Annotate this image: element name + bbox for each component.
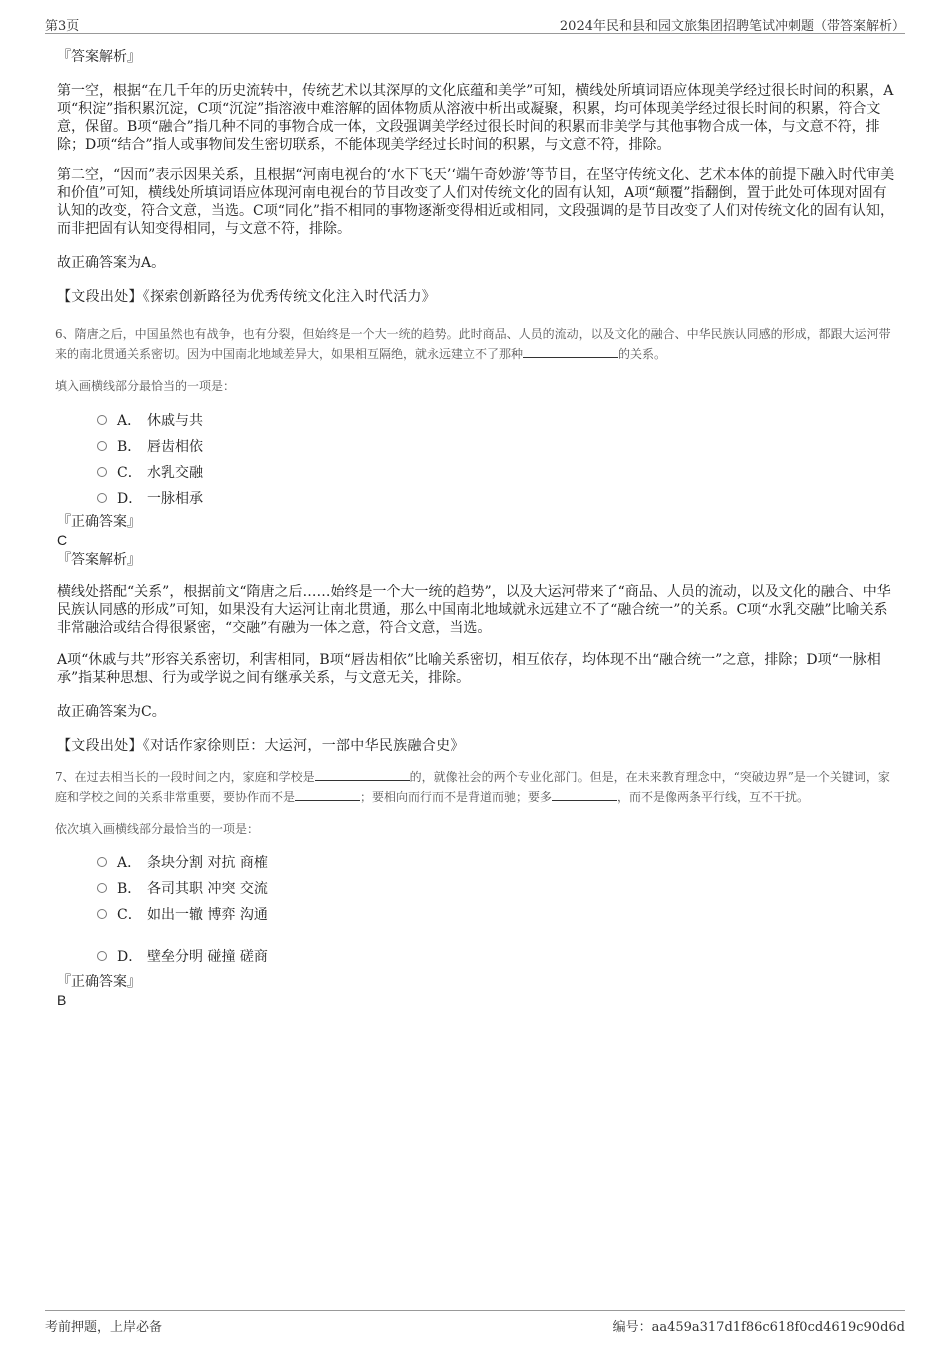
radio-icon[interactable] xyxy=(97,415,107,425)
q7-blank-2 xyxy=(295,788,360,801)
footer-slogan: 考前押题，上岸必备 xyxy=(45,1320,163,1335)
q6-source: 【文段出处】《对话作家徐则臣：大运河，一部中华民族融合史》 xyxy=(57,738,465,754)
radio-icon[interactable] xyxy=(97,951,107,961)
q7-stem-text-3: ；要相向而行而不是背道而驰；要多 xyxy=(360,790,553,804)
q5-source: 【文段出处】《探索创新路径为优秀传统文化注入时代活力》 xyxy=(57,289,437,305)
q6-option-c[interactable] xyxy=(57,459,895,485)
option-text: 如出一辙 博弈 沟通 xyxy=(147,907,268,923)
document-title: 2024年民和县和园文旅集团招聘笔试冲刺题（带答案解析） xyxy=(559,19,905,34)
page-header xyxy=(0,0,950,38)
q5-analysis-paragraph-1: 第一空，根据“在几千年的历史流转中，传统艺术以其深厚的文化底蕴和美学”可知，横线处所填词语应体现美学经过很长时间的积累，A项“积淀”指积累沉淀，C项“沉淀”指溶液中难溶解的固体物质从溶液中析出或凝聚，积累，均可体现美学经过很长时间的积累，符合文意，保留。B项“融合”指几种不同的事物合成一体，文段强调美学经过很长时间的积累而非美学与其他事物合成一体，与文意不符，排除；D项“结合”指人或事物间发生密切联系，不能体现美学经过长时间的积累，与文意不符，排除。 xyxy=(57,83,894,153)
option-text: 一脉相承 xyxy=(147,491,203,507)
option-letter: C． xyxy=(117,465,142,481)
q6-options xyxy=(57,407,895,511)
q6-blank xyxy=(523,345,618,358)
q6-analysis-paragraph-2: A项“休戚与共”形容关系密切，利害相同，B项“唇齿相依”比喻关系密切，相互依存，均体现不出“融合统一”之意，排除；D项“一脉相承”指某种思想、行为或学说之间有继承关系，与文意无关，排除。 xyxy=(57,652,881,686)
radio-icon[interactable] xyxy=(97,441,107,451)
q7-option-c[interactable] xyxy=(57,901,895,927)
q6-conclusion: 故正确答案为C。 xyxy=(57,704,166,720)
q6-stem xyxy=(55,324,895,364)
q6-answer-heading: 『正确答案』 xyxy=(57,514,141,530)
q7-answer-heading: 『正确答案』 xyxy=(57,974,141,990)
q7-blank-1 xyxy=(315,768,410,781)
option-letter: D． xyxy=(117,949,143,965)
option-text: 休戚与共 xyxy=(147,413,203,429)
option-letter: B． xyxy=(117,439,142,455)
document-code: 编号：aa459a317d1f86c618f0cd4619c90d6d xyxy=(612,1320,905,1335)
radio-icon[interactable] xyxy=(97,467,107,477)
q6-stem-end: 的关系。 xyxy=(618,347,667,361)
header-divider xyxy=(45,33,905,34)
page-number: 第3页 xyxy=(45,19,80,34)
question-6 xyxy=(57,324,895,755)
q6-option-d[interactable] xyxy=(57,485,895,511)
radio-icon[interactable] xyxy=(97,883,107,893)
question-7 xyxy=(57,767,895,1009)
option-text: 水乳交融 xyxy=(147,465,203,481)
q7-stem-text-2: 的，就像社会的两个专业化部门。但是，在未来教育理念中，“突破边界”是一个关键词，家庭和学校之间的关系非常重要，要协作而不是 xyxy=(55,770,890,804)
q6-option-a[interactable] xyxy=(57,407,895,433)
footer-divider xyxy=(45,1310,905,1311)
option-letter: D． xyxy=(117,491,143,507)
page-footer xyxy=(0,1300,950,1345)
radio-icon[interactable] xyxy=(97,909,107,919)
radio-icon[interactable] xyxy=(97,493,107,503)
option-letter: A． xyxy=(117,413,142,429)
q6-analysis-paragraph-1: 横线处搭配“关系”，根据前文“隋唐之后……始终是一个大一统的趋势”，以及大运河带来了“商品、人员的流动，以及文化的融合、中华民族认同感的形成”可知，如果没有大运河让南北贯通，那么中国南北地域就永远建立不了“融合统一”的关系。C项“水乳交融”比喻关系非常融洽或结合得很紧密，“交融”有融为一体之意，符合文意，当选。 xyxy=(57,584,891,636)
option-text: 条块分割 对抗 商榷 xyxy=(147,855,268,871)
q7-stem xyxy=(55,767,895,807)
page-content xyxy=(57,45,895,1009)
q6-option-b[interactable] xyxy=(57,433,895,459)
option-letter: B． xyxy=(117,881,142,897)
q7-blank-3 xyxy=(552,788,617,801)
radio-icon[interactable] xyxy=(97,857,107,867)
q7-instruction: 依次填入画横线部分最恰当的一项是： xyxy=(55,822,260,836)
q7-options xyxy=(57,849,895,969)
q7-option-d[interactable] xyxy=(57,943,895,969)
q6-analysis-heading: 『答案解析』 xyxy=(57,552,141,568)
q7-option-b[interactable] xyxy=(57,875,895,901)
q7-answer: B xyxy=(57,992,67,1008)
q5-conclusion: 故正确答案为A。 xyxy=(57,255,166,271)
q5-analysis-paragraph-2: 第二空，“因而”表示因果关系，且根据“河南电视台的‘水下飞天’‘端午奇妙游’等节目，在坚守传统文化、艺术本体的前提下融入时代审美和价值”可知，横线处所填词语应体现河南电视台的节目改变了人们对传统文化的固有认知，A项“颠覆”指翻倒，置于此处可体现对固有认知的改变，符合文意，当选。C项“同化”指不相同的事物逐渐变得相近或相同，文段强调的是节目改变了人们对传统文化的固有认知，而非把固有认知变得相同，与文意不符，排除。 xyxy=(57,167,895,237)
option-text: 各司其职 冲突 交流 xyxy=(147,881,268,897)
option-letter: C． xyxy=(117,907,142,923)
q7-stem-text-4: ，而不是像两条平行线，互不干扰。 xyxy=(617,790,810,804)
q6-answer: C xyxy=(57,532,68,548)
option-text: 壁垒分明 碰撞 磋商 xyxy=(147,949,268,965)
q5-analysis-heading: 『答案解析』 xyxy=(57,49,141,65)
option-letter: A． xyxy=(117,855,142,871)
q6-instruction: 填入画横线部分最恰当的一项是： xyxy=(55,379,236,393)
q6-stem-text: 6、隋唐之后，中国虽然也有战争，也有分裂，但始终是一个大一统的趋势。此时商品、人员的流动，以及文化的融合、中华民族认同感的形成，都跟大运河带来的南北贯通关系密切。因为中国南北地域差异大，如果相互隔绝，就永远建立不了那种 xyxy=(55,327,891,361)
q7-option-a[interactable] xyxy=(57,849,895,875)
option-text: 唇齿相依 xyxy=(147,439,203,455)
q7-stem-text-1: 7、在过去相当长的一段时间之内，家庭和学校是 xyxy=(55,770,315,784)
